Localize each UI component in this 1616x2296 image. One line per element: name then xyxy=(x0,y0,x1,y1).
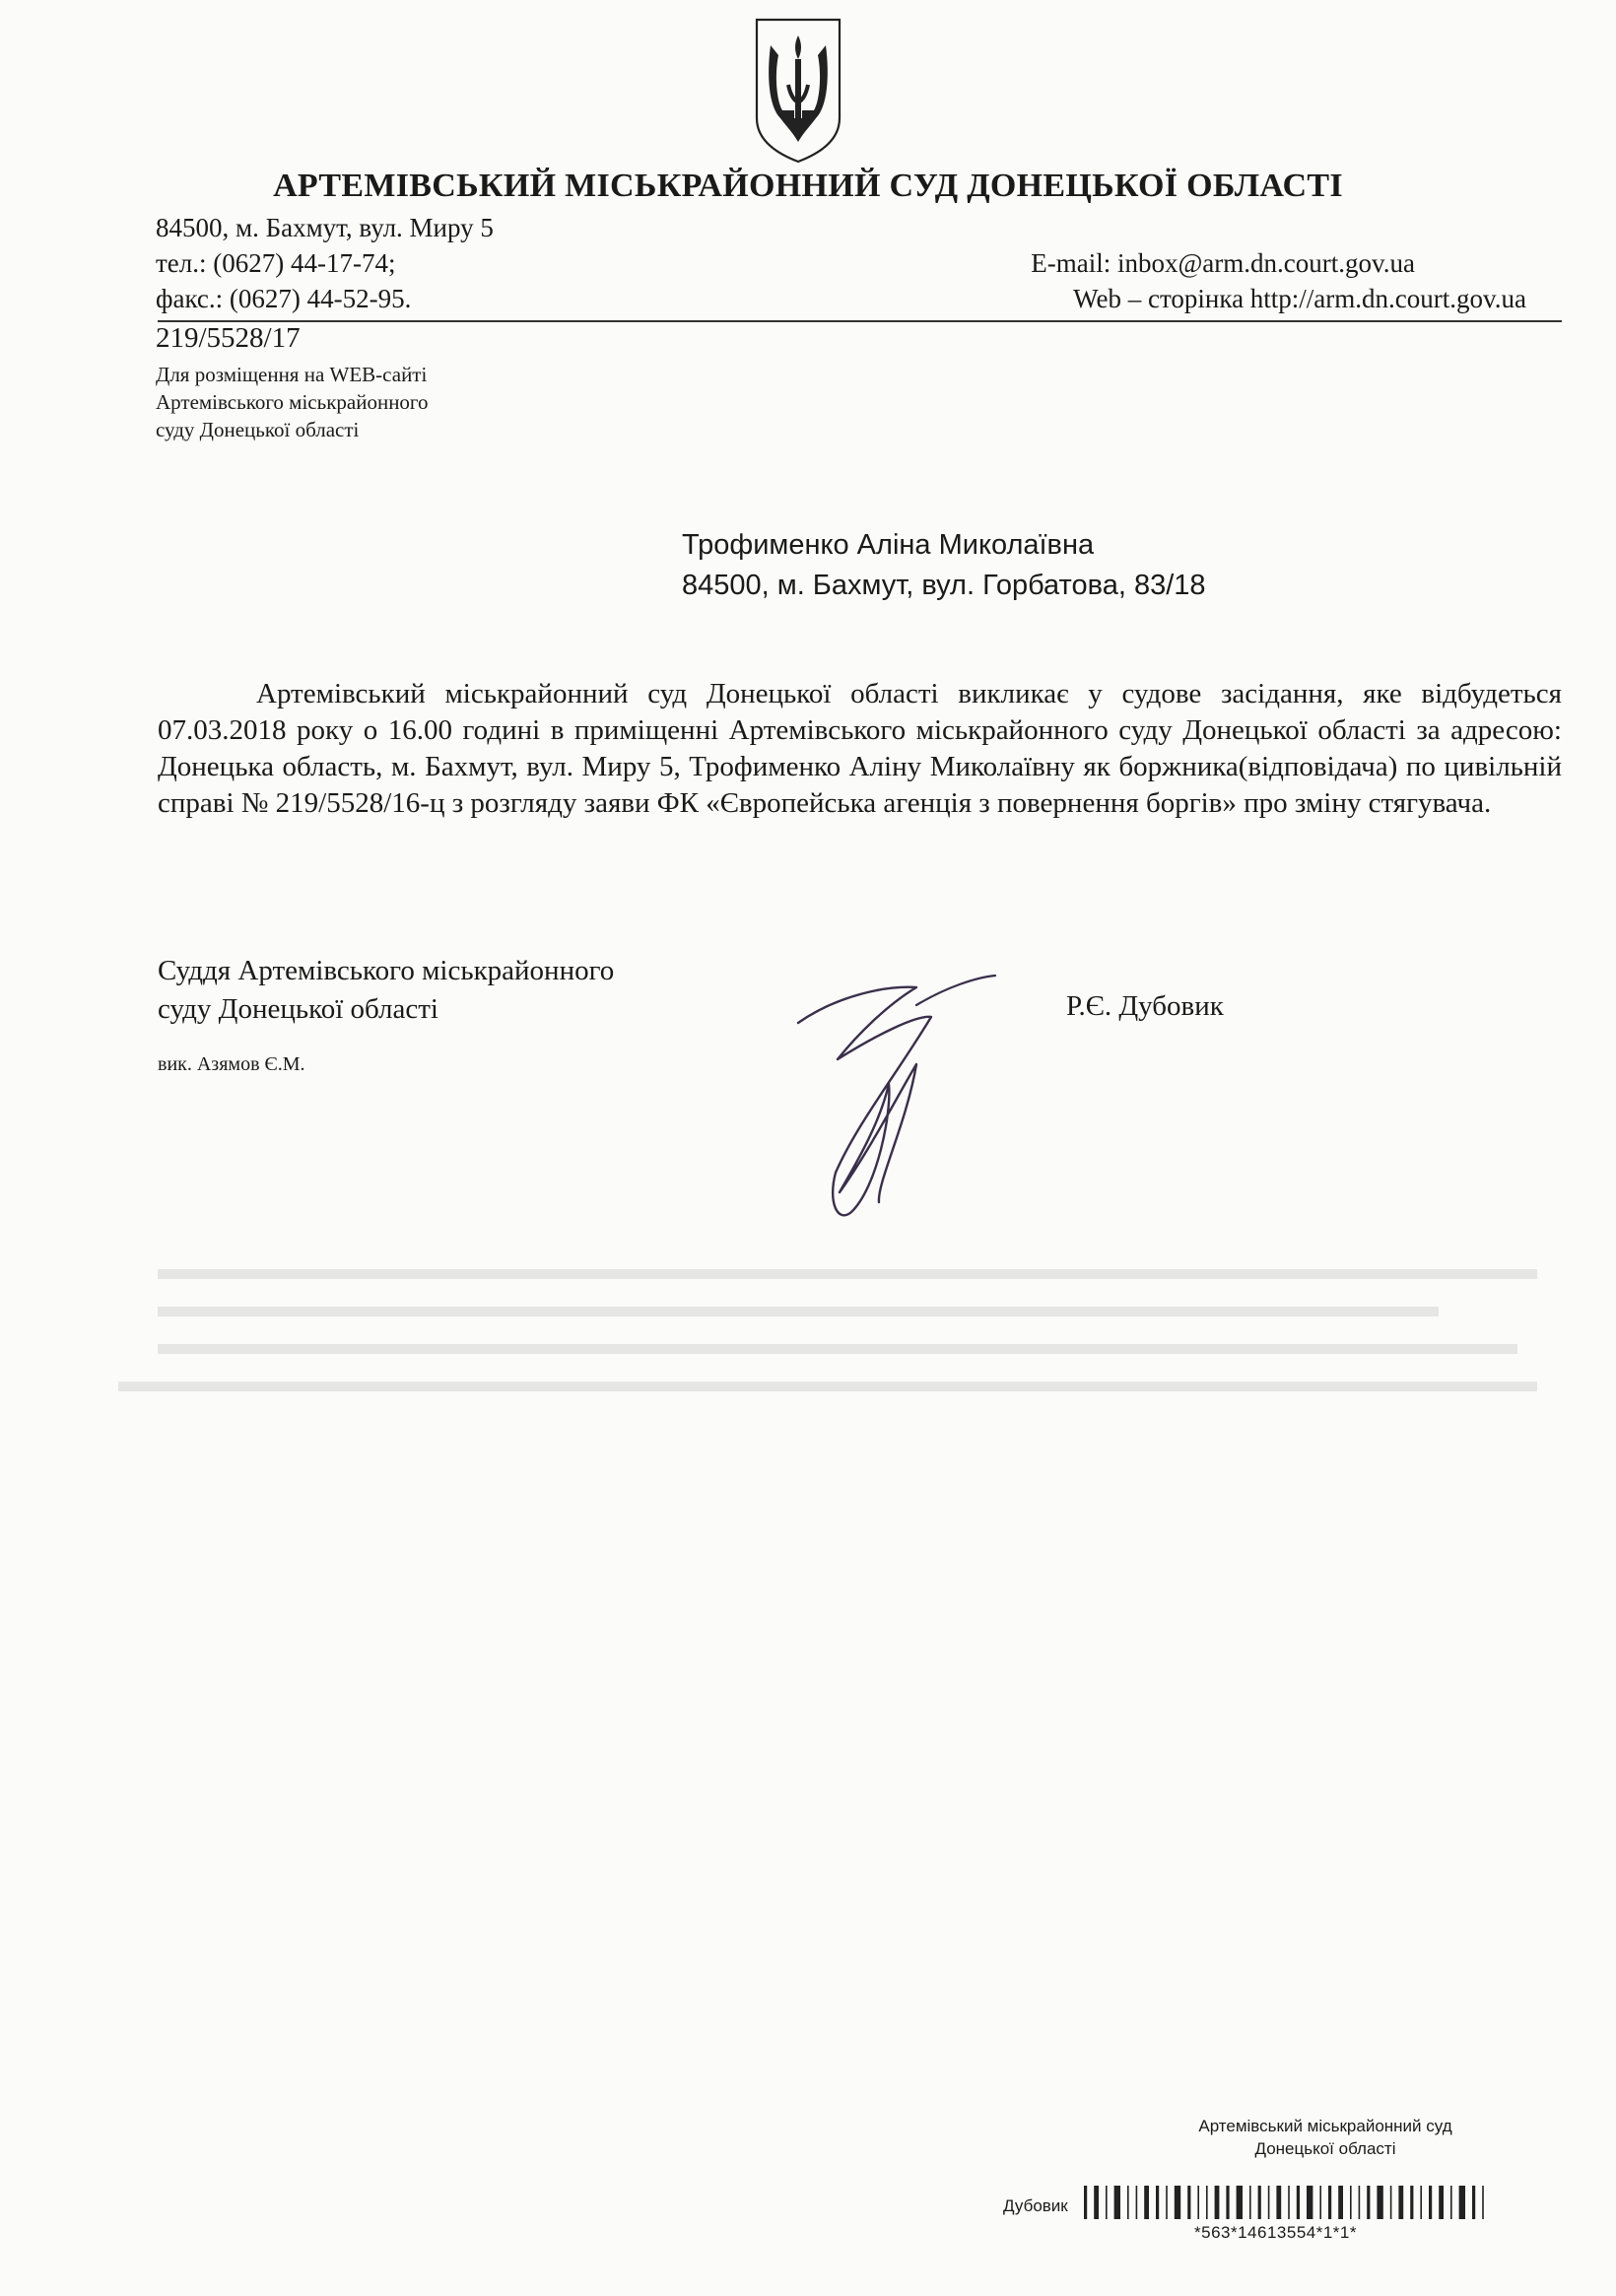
barcode-bar xyxy=(1237,2186,1243,2219)
barcode-bar xyxy=(1197,2186,1199,2219)
stamp-surname: Дубовик xyxy=(1003,2196,1068,2215)
court-address: 84500, м. Бахмут, вул. Миру 5 xyxy=(156,213,494,242)
addressee-name: Трофименко Аліна Миколаївна xyxy=(682,529,1095,561)
barcode-bar xyxy=(1350,2186,1352,2219)
barcode-bar xyxy=(1297,2186,1300,2219)
barcode-bar xyxy=(1410,2186,1413,2219)
barcode-bar xyxy=(1328,2186,1331,2219)
barcode-bar xyxy=(1276,2186,1281,2219)
addressee-address: 84500, м. Бахмут, вул. Горбатова, 83/18 xyxy=(682,570,1206,601)
barcode-bar xyxy=(1390,2186,1392,2219)
web-note-line: суду Донецької області xyxy=(156,418,360,441)
barcode-bar xyxy=(1420,2186,1422,2219)
barcode-bar xyxy=(1450,2186,1452,2219)
web-note-line: Артемівського міськрайонного xyxy=(156,390,429,414)
court-title: АРТЕМІВСЬКИЙ МІСЬКРАЙОННИЙ СУД ДОНЕЦЬКОЇ ОБЛАСТІ xyxy=(273,168,1343,204)
barcode-bar xyxy=(1367,2186,1370,2219)
stamp-court-line: Артемівський міськрайонний суд xyxy=(1198,2117,1452,2135)
barcode-bar xyxy=(1319,2186,1321,2219)
bleed-through-shadow xyxy=(118,1261,1577,1419)
barcode-bar xyxy=(1472,2186,1475,2219)
judge-title xyxy=(158,952,614,1029)
barcode-bar xyxy=(1175,2186,1180,2219)
court-fax: факс.: (0627) 44-52-95. xyxy=(156,284,412,313)
barcode-bar xyxy=(1249,2186,1251,2219)
judge-title-line: Суддя Артемівського міськрайонного xyxy=(158,955,615,986)
handwritten-signature xyxy=(769,966,1044,1242)
barcode-bar xyxy=(1226,2186,1229,2219)
barcode-bar xyxy=(1106,2186,1108,2219)
barcode-bar xyxy=(1187,2186,1190,2219)
addressee-block xyxy=(682,525,1206,606)
barcode-bar xyxy=(1307,2186,1313,2219)
barcode-bar xyxy=(1439,2186,1444,2219)
court-email: E-mail: inbox@arm.dn.court.gov.ua xyxy=(1031,248,1415,278)
trident-emblem-icon xyxy=(751,16,845,166)
barcode-bar xyxy=(1166,2186,1168,2219)
barcode-bar xyxy=(1127,2186,1129,2219)
barcode-bar xyxy=(1377,2186,1382,2219)
barcode-bar xyxy=(1359,2186,1361,2219)
executor-note: вик. Азямов Є.М. xyxy=(158,1053,305,1075)
barcode-bar xyxy=(1144,2186,1149,2219)
barcode-bar xyxy=(1094,2186,1099,2219)
barcode-bar xyxy=(1156,2186,1159,2219)
barcode-bar xyxy=(1215,2186,1220,2219)
barcode-bar xyxy=(1136,2186,1138,2219)
barcode-bar xyxy=(1084,2186,1087,2219)
summons-text: Артемівський міськрайонний суд Донецької області викликає у судове засідання, яке відбудеться 07.03.2018 року о 16.00 годині в приміщенні Артемівського міськрайонного суду Донецької області за адресою: Донецька область, м. Бахмут, вул. Миру 5, Трофименко Аліну Миколаївну як боржника(відповідача) по цивільній справі № 219/5528/16-ц з розгляду заяви ФК «Європейська агенція з повернення боргів» про зміну стягувача. xyxy=(158,678,1562,819)
barcode-bar xyxy=(1268,2186,1270,2219)
barcode-icon xyxy=(1084,2186,1569,2219)
barcode-bar xyxy=(1338,2186,1343,2219)
barcode-bar xyxy=(1398,2186,1403,2219)
court-website: Web – сторінка http://arm.dn.court.gov.ua xyxy=(1073,284,1526,313)
barcode-bar xyxy=(1114,2186,1120,2219)
judge-name: Р.Є. Дубовик xyxy=(1066,990,1224,1022)
court-phone: тел.: (0627) 44-17-74; xyxy=(156,248,396,278)
barcode-bar xyxy=(1482,2186,1484,2219)
barcode-number: *563*14613554*1*1* xyxy=(1194,2223,1357,2242)
registration-stamp xyxy=(1178,2115,1473,2160)
barcode-bar xyxy=(1206,2186,1208,2219)
barcode-bar xyxy=(1258,2186,1261,2219)
web-publication-note xyxy=(156,361,429,443)
case-number: 219/5528/17 xyxy=(156,322,301,354)
barcode-bar xyxy=(1429,2186,1432,2219)
barcode-bar xyxy=(1288,2186,1290,2219)
header-divider xyxy=(158,320,1562,322)
stamp-court-line: Донецької області xyxy=(1254,2139,1396,2158)
web-note-line: Для розміщення на WEB-сайті xyxy=(156,363,428,386)
judge-title-line: суду Донецької області xyxy=(158,993,438,1025)
barcode-bar xyxy=(1459,2186,1465,2219)
